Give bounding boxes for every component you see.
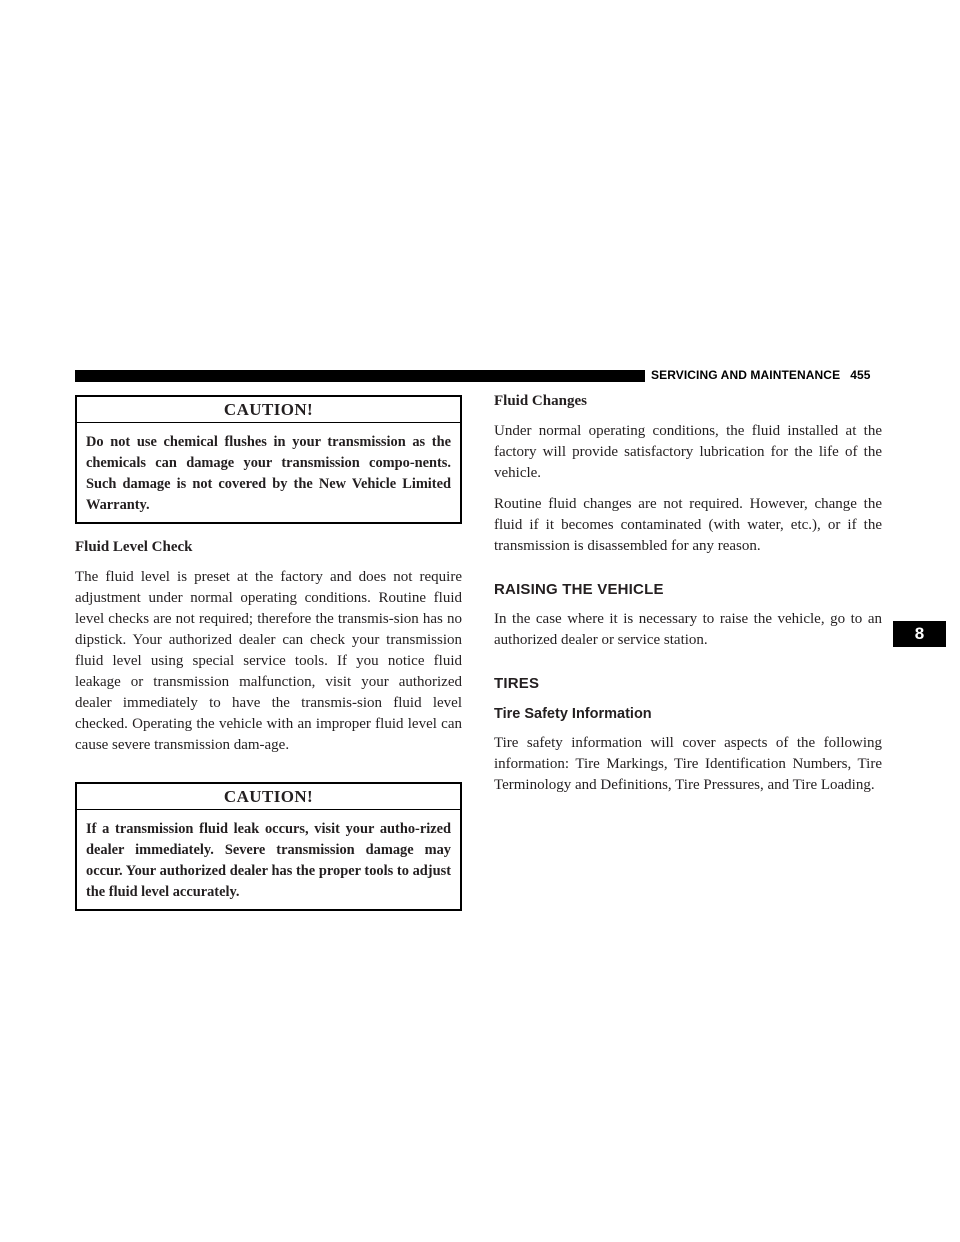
caution-body: Do not use chemical flushes in your transmission as the chemicals can damage your transmission compo-nents. Such damage is not covered by the New Vehicle Limited Warranty. bbox=[86, 434, 451, 513]
section-title: SERVICING AND MAINTENANCE bbox=[651, 368, 841, 382]
tire-safety-heading: Tire Safety Information bbox=[494, 706, 652, 722]
left-column bbox=[75, 395, 462, 911]
fluid-changes-heading: Fluid Changes bbox=[494, 393, 587, 409]
caution-box-fluid-leak bbox=[75, 782, 462, 911]
right-column bbox=[494, 390, 882, 796]
page-number: 455 bbox=[850, 368, 871, 382]
fluid-level-check-text: The fluid level is preset at the factory and does not require adjustment under normal operating conditions. Routine fluid level checks are not required; therefore the transmis-sion has no dipstick. Your authorized dealer can check your transmission fluid level using special service tools. If you notice fluid leakage or transmission malfunction, visit your authorized dealer immediately to have the transmis-sion fluid level checked. Operating the vehicle with an improper fluid level can cause severe transmission dam-age. bbox=[75, 569, 462, 753]
tires-heading: TIRES bbox=[494, 675, 540, 692]
fluid-changes-text-2: Routine fluid changes are not required. However, change the fluid if it becomes contaminated (with water, etc.), or if the transmission is disassembled for any reason. bbox=[494, 496, 882, 554]
raising-vehicle-heading: RAISING THE VEHICLE bbox=[494, 581, 664, 598]
fluid-level-check-heading: Fluid Level Check bbox=[75, 539, 193, 555]
caution-box-chemical-flushes bbox=[75, 395, 462, 524]
raising-vehicle-text: In the case where it is necessary to raise the vehicle, go to an authorized dealer or service station. bbox=[494, 611, 882, 648]
caution-title: CAUTION! bbox=[77, 784, 460, 810]
running-header bbox=[651, 368, 871, 382]
header-rule bbox=[75, 370, 645, 382]
caution-body: If a transmission fluid leak occurs, visit your autho-rized dealer immediately. Severe transmission damage may occur. Your authorized dealer has the proper tools to adjust the fluid level accurately. bbox=[86, 821, 451, 900]
tire-safety-text: Tire safety information will cover aspects of the following information: Tire Markings, Tire Identification Numbers, Tire Terminology and Definitions, Tire Pressures, and Tire Loading. bbox=[494, 735, 882, 793]
caution-title: CAUTION! bbox=[77, 397, 460, 423]
chapter-tab: 8 bbox=[893, 621, 946, 647]
fluid-changes-text-1: Under normal operating conditions, the fluid installed at the factory will provide satisfactory lubrication for the life of the vehicle. bbox=[494, 423, 882, 481]
